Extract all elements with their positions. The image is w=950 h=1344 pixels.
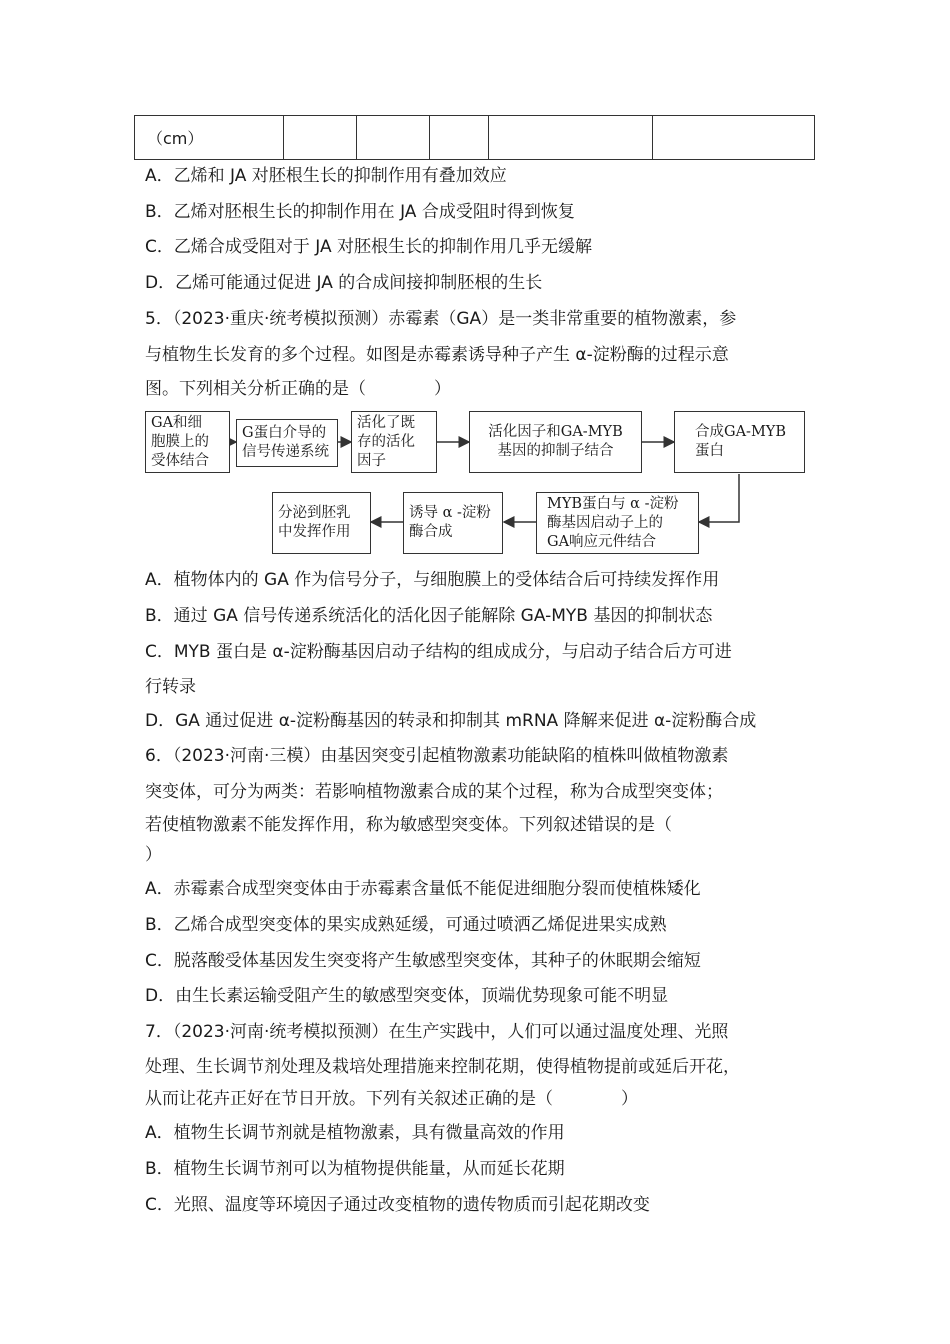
flow-box-text: GA响应元件结合 <box>547 533 657 550</box>
q5-option-c-cont: 行转录 <box>145 677 196 697</box>
q7-stem-line-1: 7．（2023·河南·统考模拟预测）在生产实践中，人们可以通过温度处理、光照 <box>145 1022 729 1042</box>
flow-box-text: 蛋白 <box>695 443 724 459</box>
q6-stem-line-4: ） <box>145 845 162 865</box>
flow-box-text: GA和细 <box>151 414 203 431</box>
flow-box-text: 分泌到胚乳 <box>278 505 351 521</box>
q6-option-b: B．乙烯合成型突变体的果实成熟延缓，可通过喷洒乙烯促进果实成熟 <box>145 915 667 935</box>
flow-box-text: 酶基因启动子上的 <box>547 514 663 531</box>
flow-box-text: 胞膜上的 <box>151 433 209 450</box>
flow-box-text: 信号传递系统 <box>242 444 329 460</box>
flow-box-text: 活化因子和GA-MYB <box>488 424 623 440</box>
q4-option-b: B．乙烯对胚根生长的抑制作用在 JA 合成受阻时得到恢复 <box>145 202 575 222</box>
q6-stem-line-2: 突变体，可分为两类：若影响植物激素合成的某个过程，称为合成型突变体； <box>145 782 723 802</box>
flow-box-text: 存的活化 <box>357 433 415 450</box>
flow-box-text: G蛋白介导的 <box>242 425 327 441</box>
q6-option-d: D．由生长素运输受阻产生的敏感型突变体，顶端优势现象可能不明显 <box>145 986 669 1006</box>
q7-stem-line-3: 从而让花卉正好在节日开放。下列有关叙述正确的是（ ） <box>145 1089 638 1109</box>
q5-option-c: C．MYB 蛋白是 α-淀粉酶基因启动子结构的组成成分，与启动子结合后方可进 <box>145 642 732 662</box>
q6-option-a: A．赤霉素合成型突变体由于赤霉素含量低不能促进细胞分裂而使植株矮化 <box>145 879 701 899</box>
flow-box-text: 诱导 α -淀粉 <box>409 505 491 521</box>
q5-stem-line-1: 5．（2023·重庆·统考模拟预测）赤霉素（GA）是一类非常重要的植物激素，参 <box>145 309 737 329</box>
flow-box-activation-factor <box>351 411 437 473</box>
q4-option-c: C．乙烯合成受阻对于 JA 对胚根生长的抑制作用几乎无缓解 <box>145 237 593 257</box>
flow-box-myb-gare-binding <box>536 492 699 554</box>
flow-box-receptor-binding <box>145 411 230 473</box>
flow-box-text: 基因的抑制子结合 <box>497 443 614 459</box>
q7-stem-line-2: 处理、生长调节剂处理及栽培处理措施来控制花期，使得植物提前或延后开花， <box>145 1057 740 1077</box>
flow-box-text: 中发挥作用 <box>278 524 351 540</box>
flow-box-text: 因子 <box>357 452 386 469</box>
q7-option-c: C．光照、温度等环境因子通过改变植物的遗传物质而引起花期改变 <box>145 1195 650 1215</box>
q5-option-a: A．植物体内的 GA 作为信号分子，与细胞膜上的受体结合后可持续发挥作用 <box>145 570 720 590</box>
q5-option-d: D．GA 通过促进 α-淀粉酶基因的转录和抑制其 mRNA 降解来促进 α-淀粉酶合成 <box>145 711 757 731</box>
flow-box-text: 活化了既 <box>357 414 415 431</box>
q5-stem-line-3: 图。下列相关分析正确的是（ ） <box>145 379 451 399</box>
q6-stem-line-3: 若使植物激素不能发挥作用，称为敏感型突变体。下列叙述错误的是（ <box>145 815 672 835</box>
q7-option-a: A．植物生长调节剂就是植物激素，具有微量高效的作用 <box>145 1123 565 1143</box>
q5-stem-line-2: 与植物生长发育的多个过程。如图是赤霉素诱导种子产生 α-淀粉酶的过程示意 <box>145 345 729 365</box>
flow-box-repressor-binding <box>469 411 642 473</box>
q4-option-d: D．乙烯可能通过促进 JA 的合成间接抑制胚根的生长 <box>145 273 543 293</box>
q4-option-a: A．乙烯和 JA 对胚根生长的抑制作用有叠加效应 <box>145 166 507 186</box>
q6-option-c: C．脱落酸受体基因发生突变将产生敏感型突变体，其种子的休眠期会缩短 <box>145 951 701 971</box>
flow-box-text: 酶合成 <box>409 524 453 540</box>
flow-box-g-protein <box>236 419 338 467</box>
q7-option-b: B．植物生长调节剂可以为植物提供能量，从而延长花期 <box>145 1159 565 1179</box>
flow-box-text: 受体结合 <box>151 452 209 469</box>
table-cell-unit: （cm） <box>135 116 284 160</box>
flow-box-text: 合成GA-MYB <box>695 424 787 440</box>
q6-stem-line-1: 6．（2023·河南·三模）由基因突变引起植物激素功能缺陷的植株叫做植物激素 <box>145 746 729 766</box>
flow-box-text: MYB蛋白与 α -淀粉 <box>547 495 679 512</box>
flow-box-synthesize-myb <box>674 411 805 473</box>
flow-box-induce-amylase <box>403 492 503 554</box>
q5-option-b: B．通过 GA 信号传递系统活化的活化因子能解除 GA-MYB 基因的抑制状态 <box>145 606 713 626</box>
flow-box-secrete-endosperm <box>272 492 371 554</box>
